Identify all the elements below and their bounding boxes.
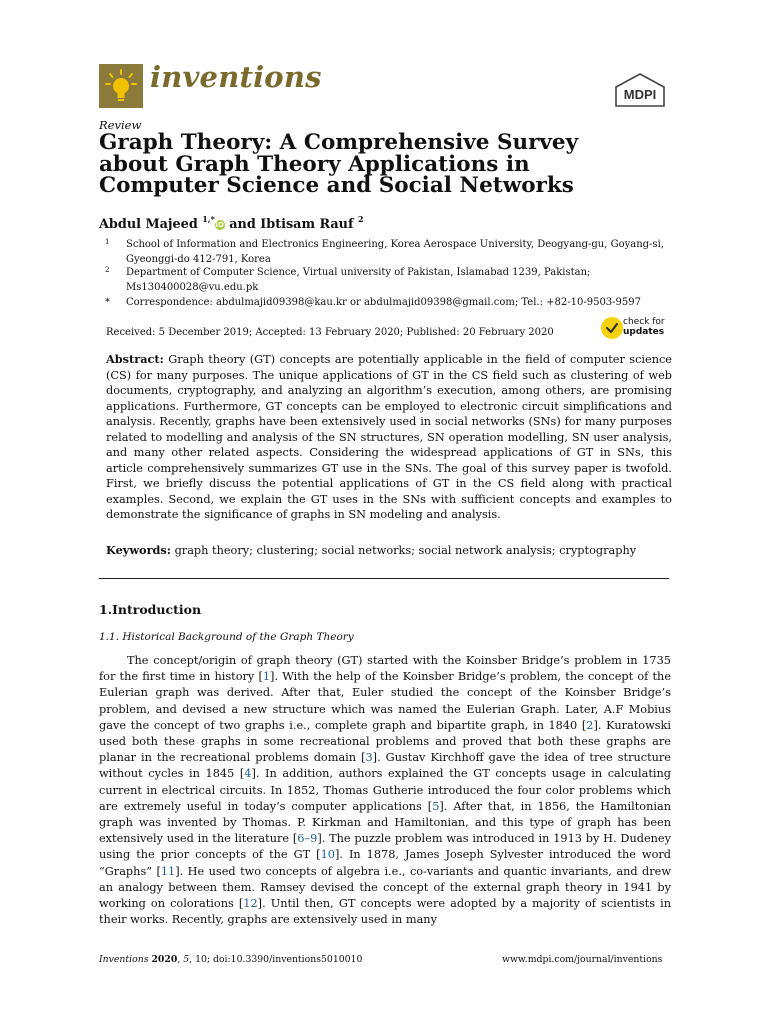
keywords (106, 543, 672, 559)
title-line: Computer Science and Social Networks (99, 173, 574, 198)
paragraph-text: ]. The puzzle problem was introduced in 1913 by H. Dudeney using the prior concepts of the GT [ (99, 832, 671, 862)
footer-volume: 5 (183, 954, 190, 965)
author-list (99, 214, 364, 232)
paragraph-text: ]. Kuratowski used both these graphs in some recreational problems and proved that both these graphs are planar in the recreational problems domain [ (99, 718, 671, 765)
correspondence-text: Correspondence: abdulmajid09398@kau.kr or abdulmajid09398@gmail.com; Tel.: +82-10-9503-9597 (126, 297, 641, 308)
citation-link[interactable]: 3 (365, 751, 373, 765)
author-affiliation-marks: 1,* (202, 214, 215, 224)
journal-name: inventions (150, 60, 322, 94)
author-name: Abdul Majeed (99, 217, 198, 232)
footer-year: 2020 (151, 954, 178, 965)
footer-doi[interactable]: , 10; doi:10.3390/inventions5010010 (189, 954, 363, 965)
lightbulb-icon (99, 64, 143, 108)
publication-dates: Received: 5 December 2019; Accepted: 13 February 2020; Published: 20 February 2020 (106, 327, 554, 338)
section-divider (99, 578, 669, 579)
citation-link[interactable]: 5 (432, 799, 440, 813)
abstract (106, 352, 672, 523)
affiliation-number: 1 (105, 238, 110, 246)
check-updates-line1: check for (623, 317, 665, 327)
check-for-updates-button[interactable] (623, 317, 665, 337)
author-connector: and (229, 217, 256, 232)
paragraph-text: ]. Until then, GT concepts were adopted by a majority of scientists in their works. Recently, graphs are extensively used in many (99, 897, 671, 927)
citation-link[interactable]: 4 (244, 767, 252, 781)
article-type: Review (99, 118, 142, 132)
keywords-text: graph theory; clustering; social networks; social network analysis; cryptography (174, 544, 637, 557)
citation-link[interactable]: 10 (320, 848, 335, 862)
abstract-text: Graph theory (GT) concepts are potentially applicable in the field of computer science (CS) for many purposes. The unique applications of GT in the CS field such as clustering of web documents, cryptography, and analyzing an algorithm’s execution, among others, are promising applications. Furthermore, GT concepts can be employed to electronic circuit simplifications and analysis. Recently, graphs have been extensively used in social networks (SNs) for many purposes related to modelling and analysis of the SN structures, SN operation modelling, SN user analysis, and many other related aspects. Considering the widespread applications of GT in SNs, this article comprehensively summarizes GT use in the SNs. The goal of this survey paper is twofold. First, we briefly discuss the potential applications of GT in the CS field along with practical examples. Second, we explain the GT uses in the SNs with sufficient concepts and examples to demonstrate the significance of graphs in SN modeling and analysis. (106, 353, 672, 521)
check-for-updates-icon[interactable] (601, 317, 623, 339)
paragraph-text: ]. In 1878, James Joseph Sylvester introduced the word “Graphs” [ (99, 848, 672, 878)
title-line: Graph Theory: A Comprehensive Survey (99, 130, 579, 155)
footer-citation: Inventions 2020, 5, 10; doi:10.3390/inventions5010010 (99, 954, 363, 965)
journal-logo (99, 64, 143, 108)
citation-link[interactable]: 11 (160, 864, 176, 878)
correspondence-mark: * (105, 297, 110, 308)
title-line: about Graph Theory Applications in (99, 151, 530, 177)
paragraph-text: The concept/origin of graph theory (GT) started with the Koinsber Bridge’s problem in 1735 for the first time in history [ (99, 654, 671, 684)
affiliation-number: 2 (105, 266, 110, 274)
author-name: Ibtisam Rauf (260, 217, 354, 232)
subsection-heading: 1.1. Historical Background of the Graph Theory (99, 631, 354, 643)
footer-url[interactable]: www.mdpi.com/journal/inventions (502, 954, 663, 965)
citation-link[interactable]: 2 (586, 718, 594, 732)
svg-text:MDPI: MDPI (623, 87, 657, 102)
paragraph-text: ]. Gustav Kirchhoff gave the idea of tree structure without cycles in 1845 [ (99, 751, 671, 781)
paragraph-text: ]. He used two concepts of algebra i.e., co-variants and quantic invariants, and drew an analogy between them. Ramsey devised the concept of the external graph theory in 1941 by working on colorations [ (99, 864, 672, 911)
orcid-icon[interactable]: iD (215, 221, 224, 229)
section-heading: 1.Introduction (99, 602, 202, 617)
paragraph-text: ]. With the help of the Koinsber Bridge’s problem, the concept of the Eulerian graph was derived. After that, Euler studied the concept of the Koinsber Bridge’s problem, and devised a new structure which was named the Eulerian Graph. Later, A.F Mobius gave the concept of two graphs i.e., complete graph and bipartite graph, in 1840 [ (99, 670, 671, 732)
affiliation-text: Department of Computer Science, Virtual university of Pakistan, Islamabad 1239, Pakistan; Ms130400028@vu.edu.pk (126, 267, 591, 293)
mdpi-logo (612, 72, 668, 110)
author-affiliation-marks: 2 (357, 214, 364, 224)
keywords-label: Keywords: (106, 543, 171, 557)
citation-link[interactable]: 6–9 (297, 832, 318, 846)
check-updates-line2: updates (623, 327, 665, 337)
article-title (99, 132, 659, 197)
citation-link[interactable]: 12 (243, 897, 258, 911)
affiliation-text: School of Information and Electronics Engineering, Korea Aerospace University, Deogyang-gu, Goyang-si, Gyeonggi-do 412-791, Korea (126, 239, 664, 265)
paragraph-text: ]. After that, in 1856, the Hamiltonian graph was invented by Thomas. P. Kirkman and Hamiltonian, and this type of graph has been extensively used in the literature [ (99, 799, 671, 846)
abstract-label: Abstract: (106, 352, 164, 366)
footer-journal: Inventions (99, 954, 149, 965)
citation-link[interactable]: 1 (262, 670, 271, 684)
intro-paragraph (99, 653, 671, 928)
paragraph-text: ]. In addition, authors explained the GT concepts usage in calculating current in electrical circuits. In 1852, Thomas Gutherie introduced the four color problems which are extremely useful in today’s computer applications [ (99, 767, 671, 813)
